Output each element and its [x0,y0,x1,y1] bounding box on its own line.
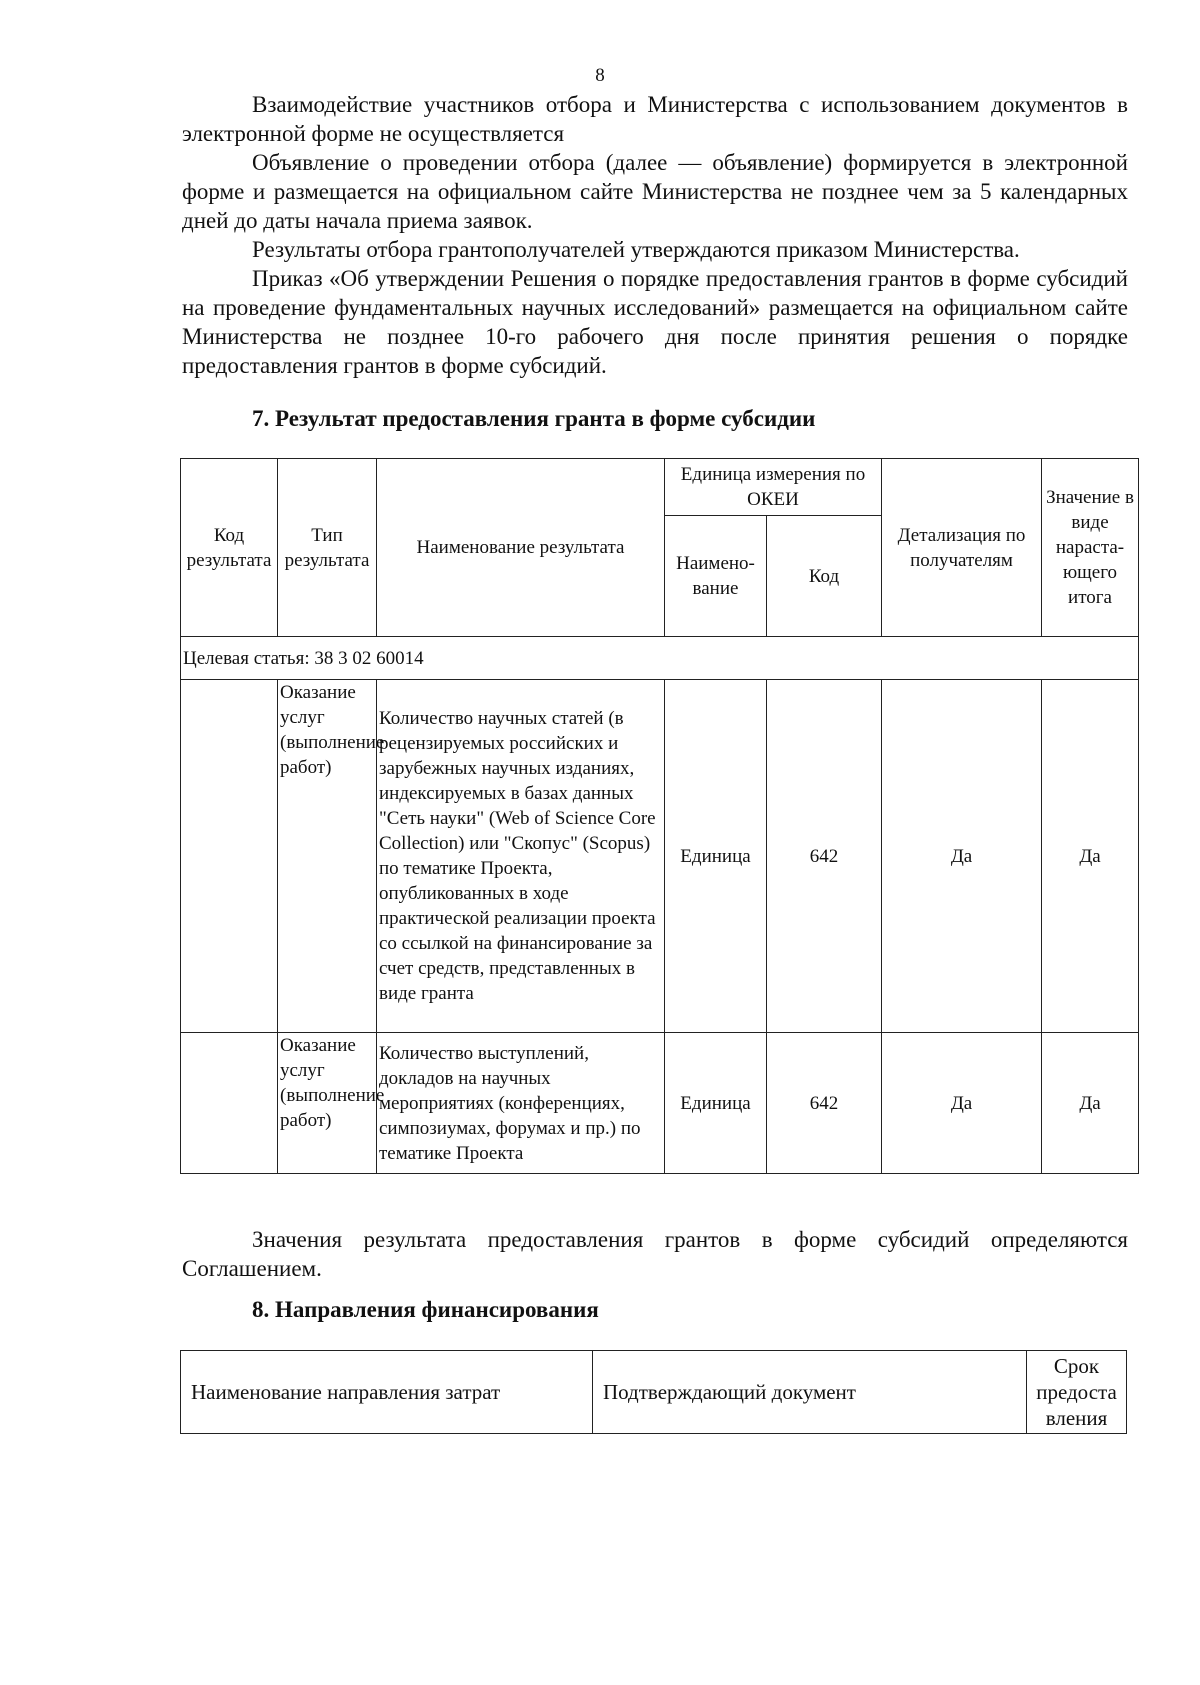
funding-header-row [181,1351,1127,1434]
paragraph-order-publication: Приказ «Об утверждении Решения о порядке предоставления грантов в форме субсидий на проведение фундаментальных научных исследований» размещается на официальном сайте Министерства не позднее 10-го рабочего дня после принятия решения о порядке предоставления грантов в форме субсидий. [182,266,1128,378]
table-row [181,1033,1139,1174]
row-detail: Да [882,680,1042,1033]
header-unit-name: Наимено-вание [665,516,767,637]
paragraph-interaction: Взаимодействие участников отбора и Министерства с использованием документов в электронной форме не осуществляется [182,92,1128,146]
header-unit-group: Единица измерения по ОКЕИ [665,459,882,516]
header-row-1 [181,459,1139,516]
target-article: Целевая статья: 38 3 02 60014 [181,637,1139,680]
row-name: Количество выступлений, докладов на научных мероприятиях (конференциях, симпозиумах, форумах и пр.) по тематике Проекта [377,1033,665,1174]
results-note [182,1225,1128,1283]
header-code: Код результата [181,459,278,637]
header-name: Наименование результата [377,459,665,637]
row-name: Количество научных статей (в рецензируемых российских и зарубежных научных изданиях, индексируемых в базах данных "Сеть науки" (Web of Science Core Collection) или "Скопус" (Scopus) по тематике Проекта, опубликованных в ходе практической реализации проекта со ссылкой на финансирование за счет средств, представленных в виде гранта [377,680,665,1033]
target-article-row [181,637,1139,680]
paragraph-results-approval: Результаты отбора грантополучателей утверждаются приказом Министерства. [252,237,1020,262]
section-7-heading: 7. Результат предоставления гранта в форме субсидии [252,406,816,431]
row-type: Оказание услуг (выполнение работ) [278,1033,377,1174]
table-row [181,680,1139,1033]
row-unit-code: 642 [767,1033,882,1174]
results-table [180,458,1139,1174]
results-note-text: Значения результата предоставления грантов в форме субсидий определяются Соглашением. [182,1227,1128,1281]
header-document: Подтверждающий документ [593,1351,1027,1434]
row-type: Оказание услуг (выполнение работ) [278,680,377,1033]
row-code [181,680,278,1033]
funding-table [180,1350,1127,1434]
header-term: Срок предоста вления [1027,1351,1127,1434]
row-detail: Да [882,1033,1042,1174]
header-unit-code: Код [767,516,882,637]
row-cumulative: Да [1042,680,1139,1033]
header-type: Тип результата [278,459,377,637]
row-unit-code: 642 [767,680,882,1033]
page-number: 8 [595,65,605,86]
row-unit-name: Единица [665,680,767,1033]
header-cumulative: Значение в виде нараста-ющего итога [1042,459,1139,637]
row-unit-name: Единица [665,1033,767,1174]
section-8-heading: 8. Направления финансирования [252,1297,599,1322]
header-detail: Детализация по получателям [882,459,1042,637]
row-code [181,1033,278,1174]
intro-paragraphs [182,90,1128,380]
row-cumulative: Да [1042,1033,1139,1174]
paragraph-announcement: Объявление о проведении отбора (далее — объявление) формируется в электронной форме и размещается на официальном сайте Министерства не позднее чем за 5 календарных дней до даты начала приема заявок. [182,150,1128,233]
header-direction: Наименование направления затрат [181,1351,593,1434]
